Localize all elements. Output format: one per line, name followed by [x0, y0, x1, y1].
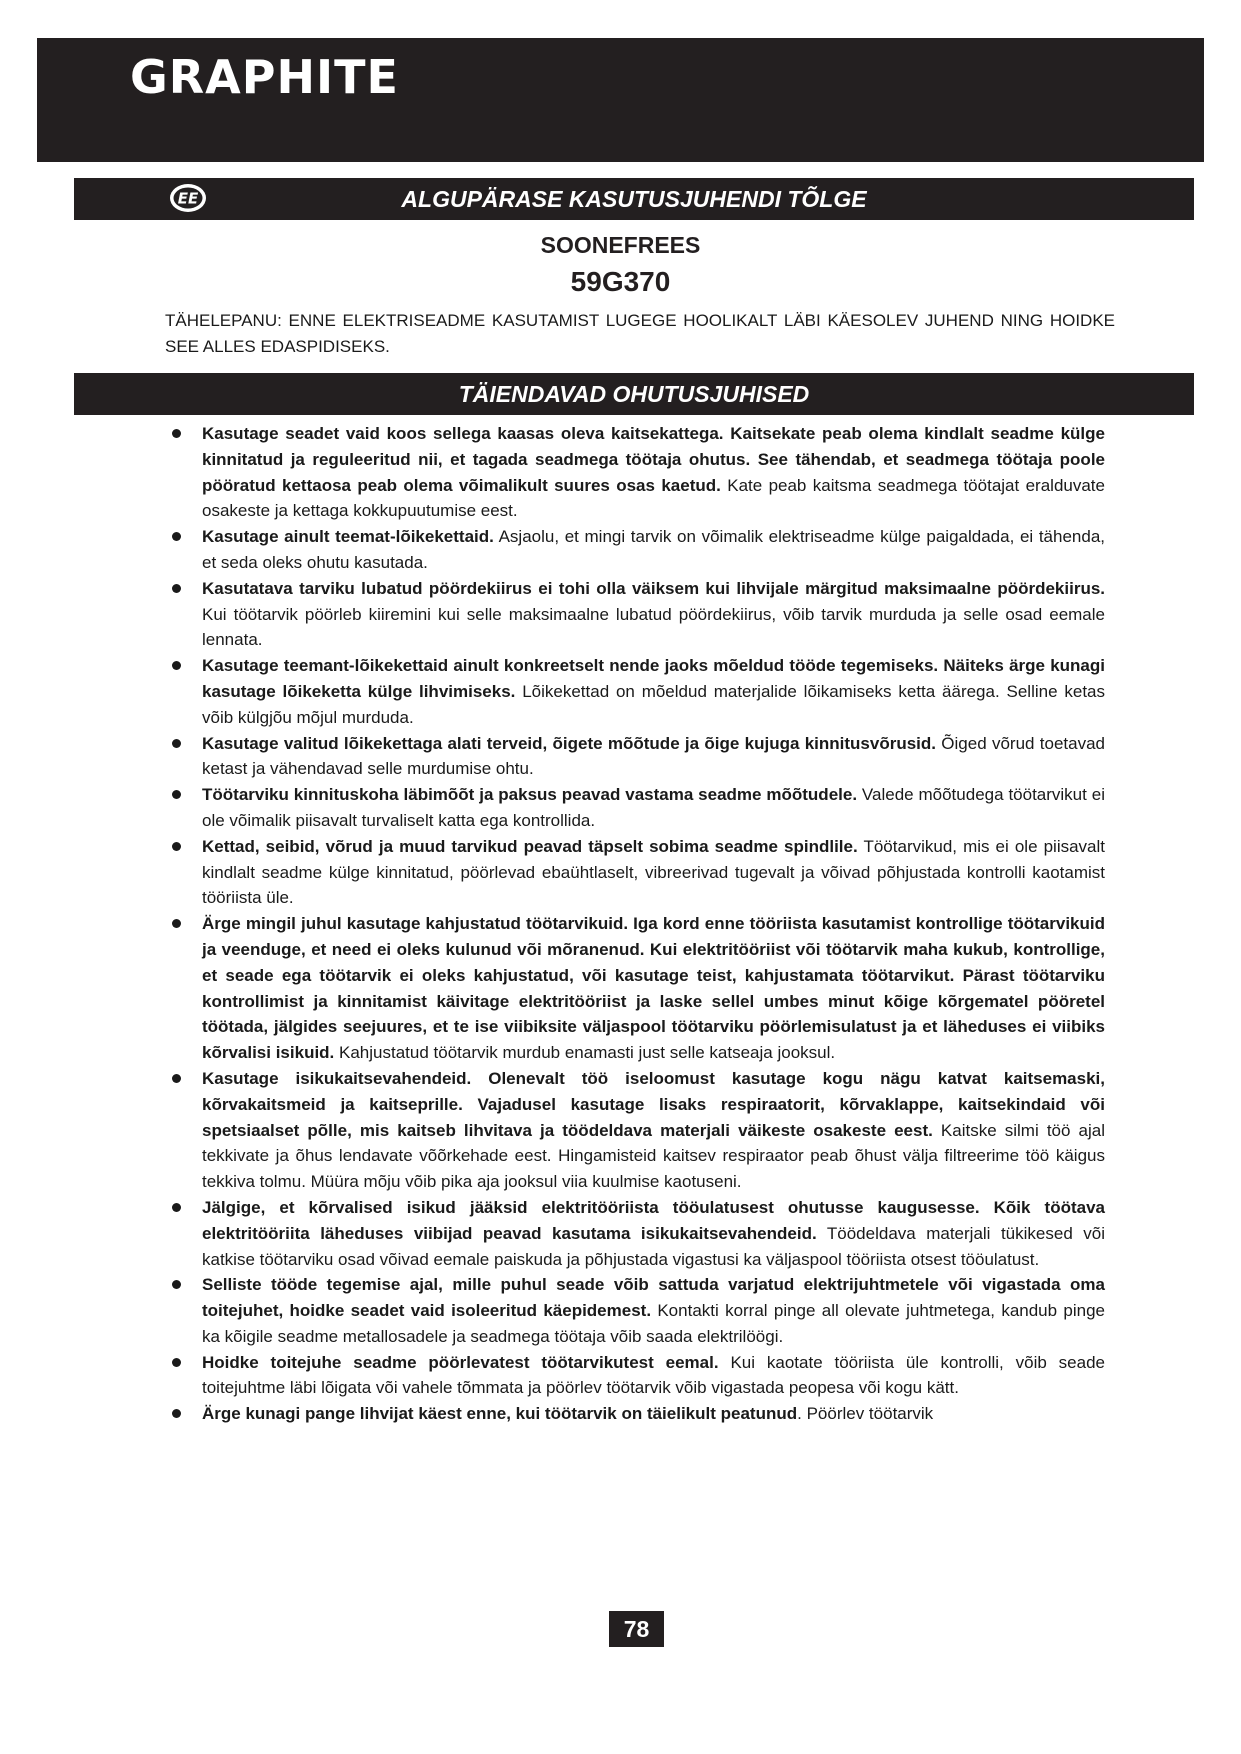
item-text: Kaitske silmi töö ajal tekkivate ja õhus lendavate võõrkehade eest. Hingamisteid kaitsev respiraator peab õhust välja filtreerime töö käigus tekkiva tolmu. Müüra mõju võib pika aja jooksul viia kuulmise kaotuseni. [202, 1120, 1105, 1192]
list-item [165, 1272, 1105, 1349]
item-text: Kontakti korral pinge all olevate juhtmetega, kandub pinge ka kõigile seadme metallosadele ja seadmega töötaja võib saada elektrilöögi. [202, 1301, 1105, 1346]
bullet-icon [172, 919, 181, 928]
item-bold: Kasutage valitud lõikekettaga alati terveid, õigete mõõtude ja õige kujuga kinnitusvõrusid. [202, 733, 937, 753]
list-item [165, 576, 1105, 653]
bullet-icon [172, 1074, 181, 1083]
product-code: 59G370 [570, 266, 671, 297]
bullet-icon [172, 1203, 181, 1212]
list-item [165, 834, 1105, 911]
list-item [165, 1195, 1105, 1272]
item-bold: Kasutage isikukaitsevahendeid. Olenevalt töö iseloomust kasutage kogu nägu katvat kaitsemaski, kõrvakaitsmeid ja kaitseprille. Vajadusel kasutage lisaks respiraatorit, kõrvaklappe, kaitsekindaid või spetsiaalset põlle, mis kaitseb lihvitava ja töödeldava materjali väikeste osakeste eest. [202, 1068, 1105, 1140]
product-name: SOONEFREES [540, 232, 701, 258]
item-bold: Ärge kunagi pange lihvijat käest enne, kui töötarvik on täielikult peatunud [202, 1404, 798, 1424]
item-text: Lõikekettad on mõeldud materjalide lõikamiseks ketta äärega. Selline ketas võib külgjõu mõjul murduda. [202, 681, 1105, 727]
bullet-icon [172, 429, 181, 438]
list-item [165, 653, 1105, 730]
item-text: Töötarvikud, mis ei ole piisavalt kindlalt seadme külge kinnitatud, pöörlevad ebaühtlaselt, vibreerivad tugevalt ja võivad põhjustada kontrolli kaotamist tööriista üle. [202, 836, 1106, 908]
translation-title: ALGUPÄRASE KASUTUSJUHENDI TÕLGE [401, 185, 867, 212]
list-item [165, 731, 1105, 783]
list-item [165, 1350, 1105, 1402]
item-text: Kui kaotate tööriista üle kontrolli, võib seade toitejuhtme läbi lõigata või vahele tõmmata ja pöörlev töötarvik võib vigastada peopesa või kogu kätt. [202, 1352, 1105, 1398]
bullet-icon [172, 842, 181, 851]
bullet-icon [172, 532, 181, 541]
list-item [165, 421, 1105, 524]
item-text: Töödeldava materjali tükikesed või katkise töötarviku osad võivad eemale paiskuda ja põhjustada vigastusi ka väljaspool tööriista otsest tööulatust. [202, 1223, 1106, 1269]
item-bold: Kasutage teemant-lõikekettaid ainult konkreetselt nende jaoks mõeldud tööde tegemiseks. Näiteks ärge kunagi kasutage lõikeketta külge lihvimiseks. [202, 656, 1105, 701]
section-title-band [74, 373, 1194, 415]
item-text: Kahjustatud töötarvik murdub enamasti just selle katseaja jooksul. [334, 1043, 836, 1063]
item-bold: Kettad, seibid, võrud ja muud tarvikud peavad täpselt sobima seadme spindlile. [202, 836, 858, 856]
lang-code: EE [177, 189, 199, 208]
item-bold: Hoidke toitejuhe seadme pöörlevatest töötarvikutest eemal. [202, 1352, 719, 1372]
item-bold: Kasutatava tarviku lubatud pöördekiirus ei tohi olla väiksem kui lihvijale märgitud maksimaalne pöördekiirus. [202, 578, 1105, 598]
bullet-icon [172, 584, 181, 593]
bullet-icon [172, 790, 181, 799]
translation-title-band [74, 178, 1194, 220]
page-number: 78 [609, 1611, 664, 1647]
list-item [165, 782, 1105, 834]
item-bold: Selliste tööde tegemise ajal, mille puhul seade võib sattuda varjatud elektrijuhtmetele või vigastada oma toitejuhet, hoidke seadet vaid isoleeritud käepidemest. [202, 1275, 1105, 1321]
bullet-icon [172, 739, 181, 748]
item-bold: Kasutage seadet vaid koos sellega kaasas oleva kaitsekattega. Kaitsekate peab olema kindlalt seadme külge kinnitatud ja reguleeritud nii, et tagada seadmega töötaja ohutus. See tähendab, et seadmega töötaja poole pööratud kettaosa peab olema võimalikult suures osas kaetud. [202, 424, 1105, 495]
item-bold: Ärge mingil juhul kasutage kahjustatud töötarvikuid. Iga kord enne tööriista kasutamist kontrollige töötarvikuid ja veenduge, et need ei oleks kulunud või mõranenud. Kui elektritööriist või töötarvik maha kukub, kontrollige, et seade ega töötarvik ei oleks kahjustatud, või kasutage teist, kahjustamata töötarvikut. Pärast töötarviku kontrollimist ja kinnitamist käivitage elektritööriist ja laske sellel umbes minut kõige kõrgematel pööretel töötada, jälgides seejuures, et te ise viibiksite väljaspool töötarviku pöörlemisulatust ja et läheduses ei viibiks kõrvalisi isikuid. [202, 914, 1105, 1063]
item-text: Kui töötarvik pöörleb kiiremini kui selle maksimaalne lubatud pöördekiirus, võib tarvik murduda ja selle osad eemale lennata. [202, 604, 1105, 650]
list-item [165, 524, 1105, 576]
bullet-icon [172, 1358, 181, 1367]
item-text: . Pöörlev töötarvik [797, 1404, 934, 1424]
item-text: Kate peab kaitsma seadmega töötajat eralduvate osakeste ja kettaga kokkupuutumise eest. [202, 475, 1105, 521]
section-title: TÄIENDAVAD OHUTUSJUHISED [458, 380, 810, 407]
bullet-icon [172, 1409, 181, 1418]
list-item [165, 911, 1105, 1066]
ee-flag-icon [168, 182, 208, 214]
item-text: Õiged võrud toetavad ketast ja vähendavad selle murdumise ohtu. [202, 733, 1105, 779]
item-text: Valede mõõtudega töötarvikut ei ole võimalik piisavalt turvaliselt katta ega kontrollida. [202, 785, 1105, 830]
safety-instructions-list [165, 421, 1105, 1427]
item-bold: Jälgige, et kõrvalised isikud jääksid elektritööriista tööulatusest ohutusse kaugusesse. Kõik töötava elektritööriita läheduses viibijad peavad kasutama isikukaitsevahendeid. [202, 1197, 1105, 1243]
graphite-logo: GRAPHITE [130, 50, 399, 104]
bullet-icon [172, 1280, 181, 1289]
item-bold: Töötarviku kinnituskoha läbimõõt ja paksus peavad vastama seadme mõõtudele. [202, 785, 858, 805]
item-bold: Kasutage ainult teemat-lõikekettaid. [202, 527, 494, 547]
list-item [165, 1066, 1105, 1195]
warning-text: TÄHELEPANU: ENNE ELEKTRISEADME KASUTAMIST LUGEGE HOOLIKALT LÄBI KÄESOLEV JUHEND NING HOIDKE SEE ALLES EDASPIDISEKS. [165, 311, 1115, 356]
bullet-icon [172, 661, 181, 670]
item-text: Asjaolu, et mingi tarvik on võimalik elektriseadme külge paigaldada, ei tähenda, et seda oleks ohutu kasutada. [202, 527, 1105, 572]
list-item [165, 1401, 1105, 1427]
